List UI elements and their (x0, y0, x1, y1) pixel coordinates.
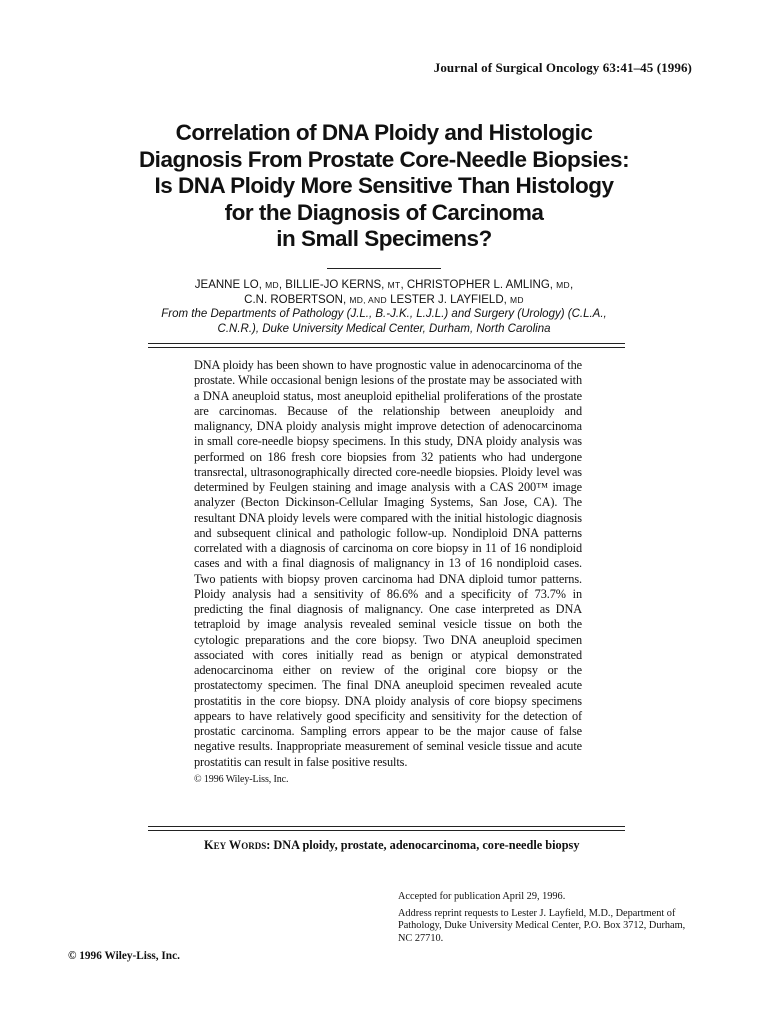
author-degree: MD (556, 280, 570, 290)
address-line: Pathology, Duke University Medical Center, P.O. Box 3712, Durham, (398, 920, 686, 931)
author-line (60, 293, 708, 308)
keywords (204, 838, 579, 853)
title-line: Correlation of DNA Ploidy and Histologic (175, 120, 593, 145)
author-separator: , (570, 279, 574, 291)
accepted-note: Accepted for publication April 29, 1996. (398, 891, 566, 902)
abstract-bottom-rule (148, 826, 625, 827)
author-line (60, 278, 708, 293)
address-line: Address reprint requests to Lester J. Layfield, M.D., Department of (398, 907, 676, 919)
author-name: , CHRISTOPHER L. AMLING, (400, 279, 557, 291)
journal-citation: Journal of Surgical Oncology 63:41–45 (1996) (433, 60, 692, 75)
author-name: C.N. ROBERTSON, (244, 293, 350, 306)
title-line: Is DNA Ploidy More Sensitive Than Histology (154, 173, 614, 198)
article-title (110, 120, 658, 253)
title-line: Diagnosis From Prostate Core-Needle Biopsies: (138, 146, 630, 172)
author-degree: MD, AND (349, 294, 387, 305)
keywords-label: Key Words: (204, 838, 271, 852)
footnote (398, 891, 700, 945)
address-line: NC 27710. (398, 932, 444, 944)
abstract-top-rule-inner (148, 347, 625, 348)
author-degree: MT (387, 280, 401, 290)
author-name: , BILLIE-JO KERNS, (278, 279, 388, 291)
title-line: for the Diagnosis of Carcinoma (224, 199, 544, 225)
affiliation-line: From the Departments of Pathology (J.L., B.-J.K., L.J.L.) and Surgery (Urology) (C.L.A., (161, 308, 607, 320)
keywords-text: DNA ploidy, prostate, adenocarcinoma, core-needle biopsy (273, 838, 580, 852)
abstract-copyright: © 1996 Wiley-Liss, Inc. (194, 773, 289, 785)
author-name: LESTER J. LAYFIELD, (386, 293, 511, 306)
title-divider (327, 268, 441, 269)
abstract-top-rule (148, 343, 625, 344)
page-copyright: © 1996 Wiley-Liss, Inc. (68, 950, 180, 962)
author-block (60, 278, 708, 336)
abstract (194, 358, 582, 787)
abstract-bottom-rule-inner (148, 830, 625, 831)
author-name: JEANNE LO, (194, 279, 266, 291)
author-degree: MD (510, 294, 524, 305)
title-line: in Small Specimens? (276, 226, 492, 251)
author-degree: MD (265, 280, 279, 290)
abstract-text: DNA ploidy has been shown to have prognostic value in adenocarcinoma of the prostate. While occasional benign lesions of the prostate may be associated with a DNA aneuploid status, most aneuploid epithelial proliferations of the prostate are carcinomas. Because of the relationship between aneuploidy and malignancy, DNA ploidy analysis might improve detection of adenocarcinoma in small core-needle biopsy specimens. In this study, DNA ploidy analysis was performed on 186 fresh core biopsies from 32 patients who had undergone transrectal, ultrasonographically directed core-needle biopsies. Ploidy level was determined by Feulgen staining and image analysis with a CAS 200™ image analyzer (Becton Dickinson-Cellular Imaging Systems, San Jose, CA). The resultant DNA ploidy levels were compared with the initial histologic diagnosis and subsequent clinical and pathologic follow-up. Nondiploid DNA patterns correlated with a diagnosis of carcinoma on core biopsy in 11 of 16 nondiploid cases and with a final diagnosis of malignancy in 13 of 16 nondiploid cases. Two patients with biopsy proven carcinoma had DNA diploid tumor patterns. Ploidy analysis had a sensitivity of 86.6% and a specificity of 73.7% in predicting the final diagnosis of malignancy. One case interpreted as DNA tetraploid by image analysis revealed seminal vesicle tissue on both the cytologic preparations and the core biopsy. Two DNA aneuploid specimen associated with cores initially read as benign or atypical demonstrated adenocarcinoma either on review of the original core biopsy or the prostatectomy specimen. The final DNA aneuploid specimen revealed acute prostatitis in the core biopsy. DNA ploidy analysis of core biopsy specimens appears to have relatively good specificity and sensitivity for the detection of prostatic carcinoma. Sampling errors appear to be the major cause of false negative results. Inappropriate measurement of seminal vesicle tissue and acute prostatitis can result in false positive results. (194, 358, 582, 769)
affiliation-line: C.N.R.), Duke University Medical Center, Durham, North Carolina (217, 322, 551, 335)
